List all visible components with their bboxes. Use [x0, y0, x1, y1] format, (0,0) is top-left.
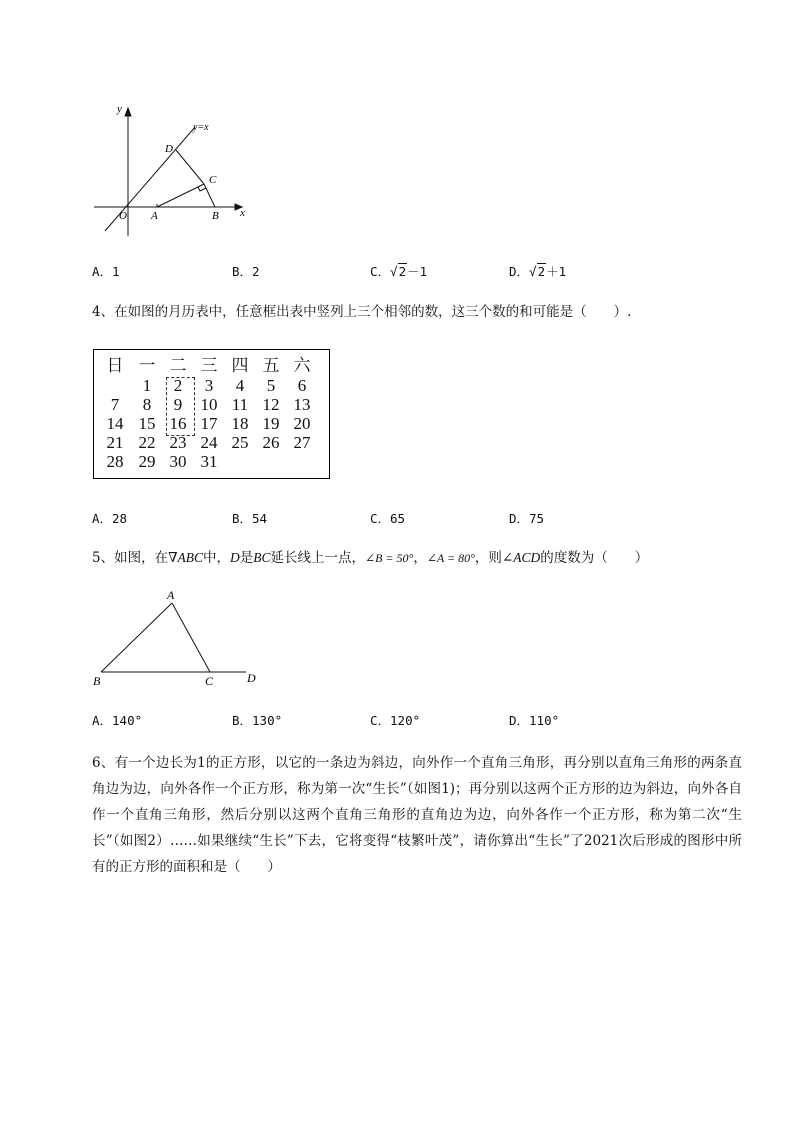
calendar-day-cell: 21 — [106, 433, 124, 452]
calendar-day-cell: 22 — [138, 433, 156, 452]
q4-option-d: D．75 — [509, 511, 545, 526]
q4-option-b: B．54 — [232, 511, 268, 526]
q3-option-a: A．1 — [92, 264, 120, 279]
q3-option-d: D．√2＋1 — [509, 264, 567, 279]
calendar-day-cell: 25 — [231, 433, 249, 452]
calendar-day-cell: 23 — [169, 433, 187, 452]
point-a-label: A — [151, 210, 158, 222]
vertex-c-label: C — [205, 674, 214, 688]
y-label: y — [117, 103, 122, 115]
calendar-day-cell: 26 — [262, 433, 280, 452]
cal-header-thu: 四 — [231, 356, 249, 375]
q5-option-d: D．110° — [509, 713, 560, 728]
cal-header-fri: 五 — [262, 356, 280, 375]
calendar-day-cell: 12 — [262, 395, 280, 414]
calendar-day-cell: 8 — [142, 395, 152, 414]
calendar-day-cell: 5 — [266, 376, 276, 395]
calendar-day-cell: 18 — [231, 414, 249, 433]
calendar-day-cell: 17 — [200, 414, 218, 433]
q4-option-a: A．28 — [92, 511, 128, 526]
cal-header-sat: 六 — [293, 356, 311, 375]
q4-text: 4、在如图的月历表中，任意框出表中竖列上三个相邻的数，这三个数的和可能是（ ）. — [92, 304, 632, 320]
calendar-day-cell: 11 — [231, 395, 249, 414]
calendar-day-cell: 16 — [169, 414, 187, 433]
q4-option-c: C．65 — [370, 511, 406, 526]
q3-option-b: B．2 — [232, 264, 260, 279]
side-ac — [172, 603, 210, 672]
calendar-day-cell: 10 — [200, 395, 218, 414]
calendar-day-cell: 31 — [200, 452, 218, 471]
calendar-day-cell: 30 — [169, 452, 187, 471]
vertex-b-label: B — [93, 674, 101, 688]
q5-option-c: C．120° — [370, 713, 421, 728]
q5-option-a: A．140° — [92, 713, 143, 728]
side-ab — [101, 603, 172, 672]
segment-dc — [176, 150, 204, 184]
calendar-day-cell: 6 — [297, 376, 307, 395]
cal-header-sun: 日 — [106, 356, 124, 375]
q6-text: 6、有一个边长为1的正方形，以它的一条边为斜边，向外作一个直角三角形，再分别以直角三角形的两条直角边为边，向外各作一个正方形，称为第一次“生长”（如图1)；再分别以这两个正方形的边为斜边，向外各自作一个直角三角形，然后分别以这两个直角三角形的直角边为边，向外各作一个正方形，称为第二次“生长”（如图2）……如果继续“生长”下去，它将变得“枝繁叶茂”，请你算出“生长”了2021次后形成的图形中所有的正方形的面积和是（ ） — [92, 755, 742, 875]
calendar-day-cell: 27 — [293, 433, 311, 452]
calendar-day-cell: 24 — [200, 433, 218, 452]
q5-text: 5、如图，在∇ABC中，D是BC延长线上一点，∠B = 50°，∠A = 80°，则∠ACD的度数为（ ） — [92, 550, 649, 566]
q3-option-c: C．√2－1 — [370, 264, 428, 279]
point-o-label: O — [119, 210, 127, 222]
point-d-label: D — [247, 671, 256, 685]
calendar-day-cell: 1 — [142, 376, 152, 395]
cal-header-tue: 二 — [169, 356, 187, 375]
cal-header-wed: 三 — [200, 356, 218, 375]
vertex-a-label: A — [167, 588, 175, 602]
calendar-day-cell: 19 — [262, 414, 280, 433]
point-d-label: D — [165, 143, 173, 155]
right-angle-mark — [198, 187, 206, 191]
calendar-day-cell: 20 — [293, 414, 311, 433]
calendar-day-cell: 4 — [235, 376, 245, 395]
triangle-figure — [88, 585, 268, 690]
calendar-day-cell: 9 — [173, 395, 183, 414]
y-axis-arrow — [125, 108, 131, 116]
calendar-day-cell: 2 — [173, 376, 183, 395]
point-b-label: B — [212, 210, 219, 222]
calendar-day-cell: 3 — [204, 376, 214, 395]
x-label: x — [240, 207, 245, 219]
dashed-selection-box — [166, 377, 195, 436]
cal-header-mon: 一 — [138, 356, 156, 375]
segment-cb — [204, 184, 215, 207]
calendar-day-cell: 29 — [138, 452, 156, 471]
calendar-day-cell: 7 — [110, 395, 120, 414]
calendar-day-cell: 15 — [138, 414, 156, 433]
line-label: y=x — [193, 122, 209, 133]
calendar-day-cell: 13 — [293, 395, 311, 414]
coordinate-figure — [88, 100, 258, 240]
q5-option-b: B．130° — [232, 713, 283, 728]
calendar-day-cell: 28 — [106, 452, 124, 471]
segment-ac — [157, 184, 204, 207]
calendar-table — [93, 349, 330, 479]
point-c-label: C — [209, 174, 217, 186]
calendar-day-cell: 14 — [106, 414, 124, 433]
